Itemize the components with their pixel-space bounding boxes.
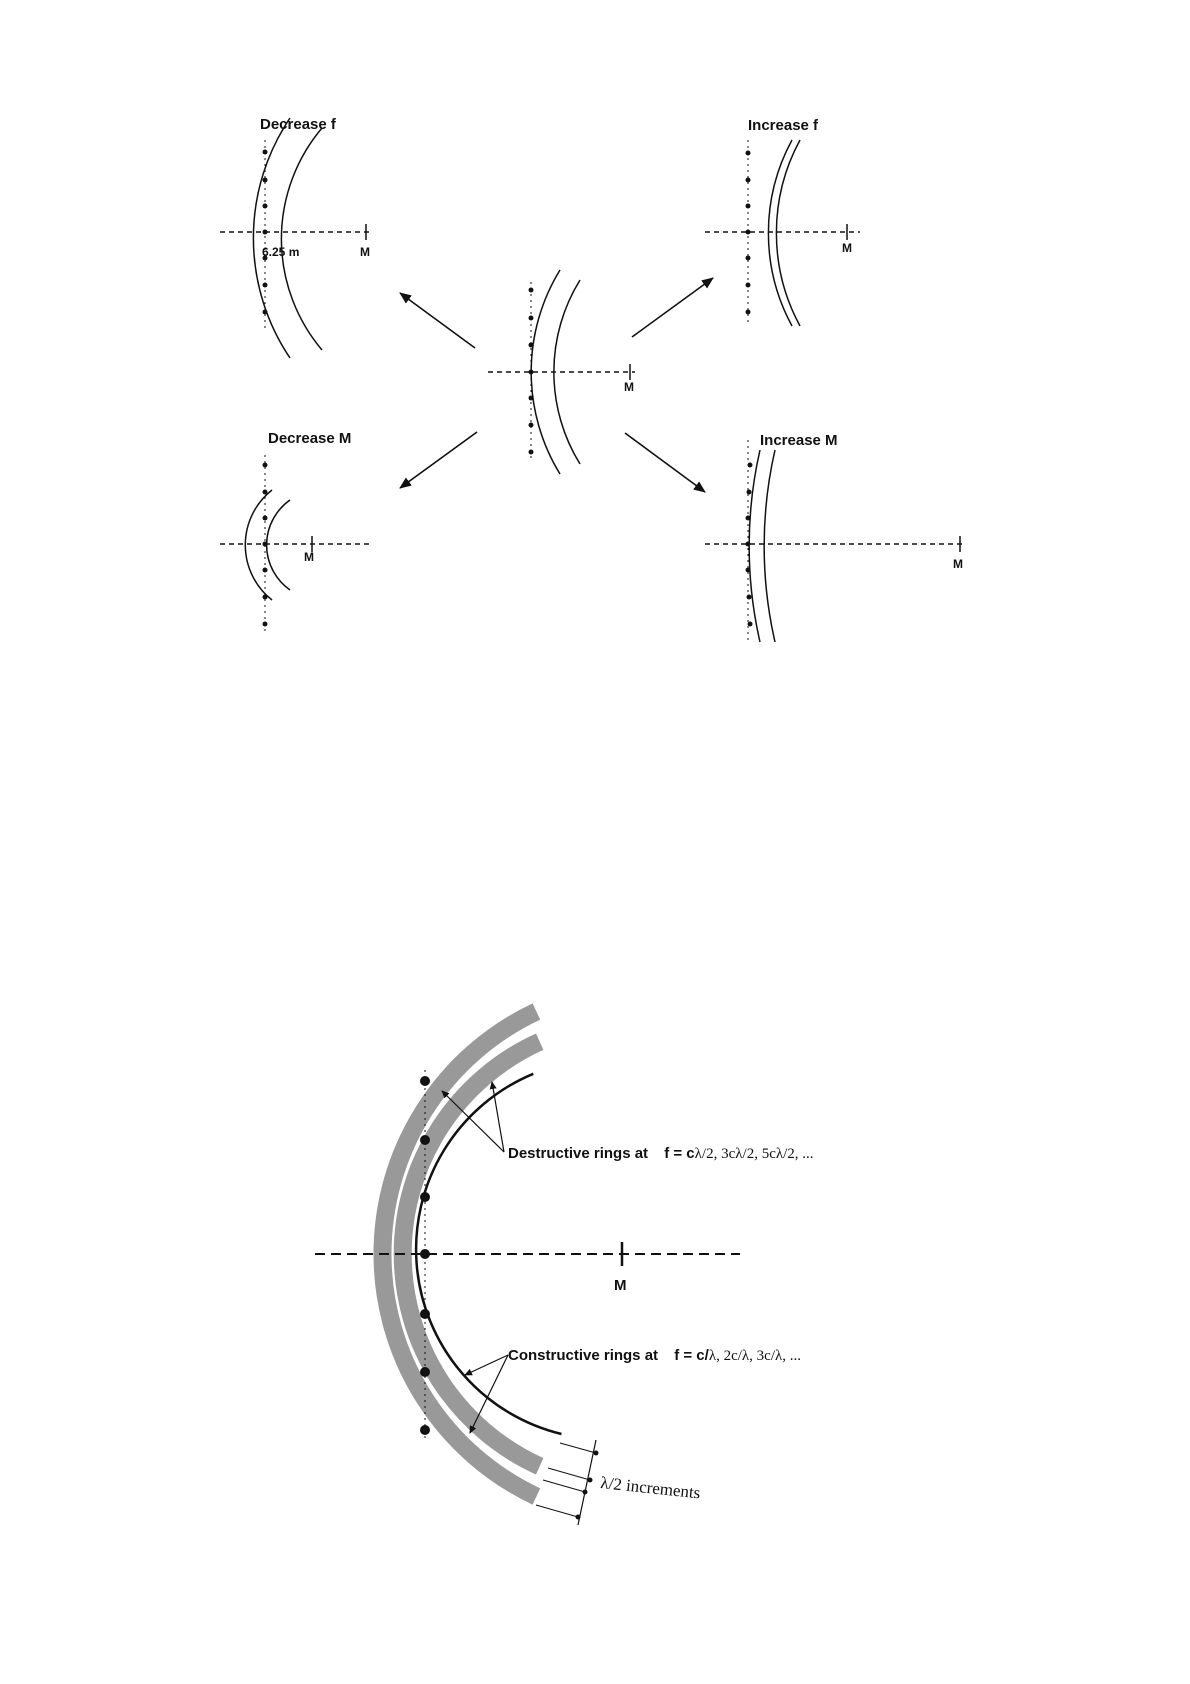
wave-arc-inner — [281, 128, 322, 350]
destructive-formula-rest: λ/2, 3cλ/2, 5cλ/2, ... — [694, 1146, 814, 1162]
constructive-formula-head: f = c/ — [674, 1347, 709, 1364]
wave-arc-inner — [554, 280, 580, 464]
constructive-pointer-2 — [470, 1355, 508, 1433]
destructive-label — [508, 1145, 814, 1162]
arrow-to-increase-f — [632, 278, 713, 337]
m-label: M — [360, 245, 370, 259]
wave-arc-outer — [768, 140, 792, 326]
label-increase-m: Increase M — [760, 432, 838, 449]
constructive-prefix: Constructive rings at — [508, 1347, 659, 1364]
m-label: M — [614, 1277, 627, 1294]
panel-increase-f — [705, 117, 860, 326]
panel-center — [488, 270, 635, 474]
wave-arc-outer — [749, 450, 760, 642]
destructive-formula-head: f = c — [664, 1145, 695, 1162]
constructive-pointer-1 — [465, 1355, 508, 1375]
constructive-label — [508, 1347, 801, 1364]
bottom-figure — [315, 1012, 814, 1526]
panel-decrease-f — [220, 116, 372, 358]
wave-arc-inner — [267, 500, 290, 590]
m-label: M — [304, 550, 314, 564]
arrow-to-decrease-m — [400, 432, 477, 488]
increments-label: λ/2 increments — [599, 1473, 702, 1503]
sensor-dots — [746, 151, 751, 315]
arrow-to-decrease-f — [400, 293, 475, 348]
m-label: M — [624, 380, 634, 394]
label-decrease-m: Decrease M — [268, 430, 352, 447]
constructive-formula-rest: λ, 2c/λ, 3c/λ, ... — [708, 1348, 802, 1364]
label-increase-f: Increase f — [748, 117, 819, 134]
m-label: M — [953, 557, 963, 571]
destructive-prefix: Destructive rings at — [508, 1145, 649, 1162]
wave-arc-inner — [764, 450, 775, 642]
wave-arc-outer — [245, 490, 272, 600]
m-label: M — [842, 241, 852, 255]
increment-dimension — [536, 1440, 596, 1525]
panel-decrease-m — [220, 430, 372, 632]
wave-arc-outer — [253, 118, 290, 358]
label-decrease-f: Decrease f — [260, 116, 336, 133]
top-figure — [220, 116, 965, 642]
arrow-to-increase-m — [625, 433, 705, 492]
panel-increase-m — [705, 432, 965, 642]
sensor-dots — [263, 463, 268, 627]
distance-label: 6.25 m — [262, 245, 300, 259]
